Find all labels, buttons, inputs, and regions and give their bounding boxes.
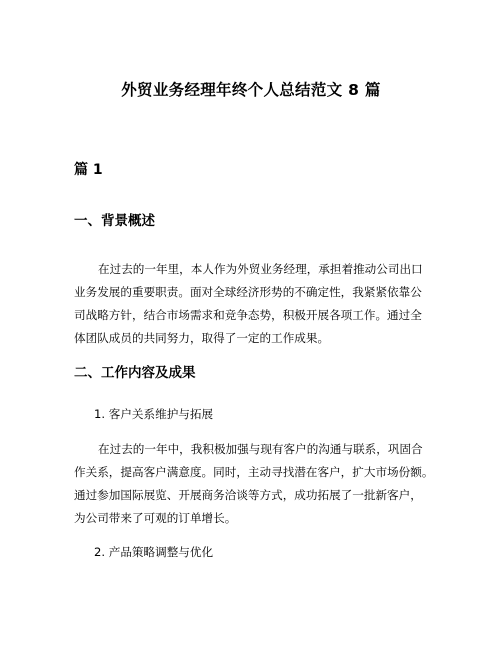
- paragraph-line: 通过参加国际展览、开展商务洽谈等方式，成功拓展了一批新客户，: [74, 488, 422, 502]
- section-title: 篇 1: [74, 162, 103, 178]
- paragraph-line: 在过去的一年里，本人作为外贸业务经理，承担着推动公司出口: [98, 262, 423, 276]
- paragraph-line: 在过去的一年中，我积极加强与现有客户的沟通与联系，巩固合: [98, 442, 423, 456]
- paragraph-line: 业务发展的重要职责。面对全球经济形势的不确定性，我紧紧依靠公: [74, 285, 422, 299]
- paragraph-line: 为公司带来了可观的订单增长。: [74, 511, 237, 525]
- list-item-customer-relations: 1. 客户关系维护与拓展: [94, 407, 214, 421]
- document-title: 外贸业务经理年终个人总结范文 8 篇: [121, 81, 381, 99]
- list-item-product-strategy: 2. 产品策略调整与优化: [94, 545, 214, 559]
- paragraph-line: 司战略方针，结合市场需求和竞争态势，积极开展各项工作。通过全: [74, 308, 422, 322]
- heading-work-content: 二、工作内容及成果: [74, 365, 196, 381]
- paragraph-line: 作关系，提高客户满意度。同时，主动寻找潜在客户，扩大市场份额。: [74, 465, 434, 479]
- heading-background: 一、背景概述: [74, 213, 155, 229]
- paragraph-line: 体团队成员的共同努力，取得了一定的工作成果。: [74, 331, 330, 345]
